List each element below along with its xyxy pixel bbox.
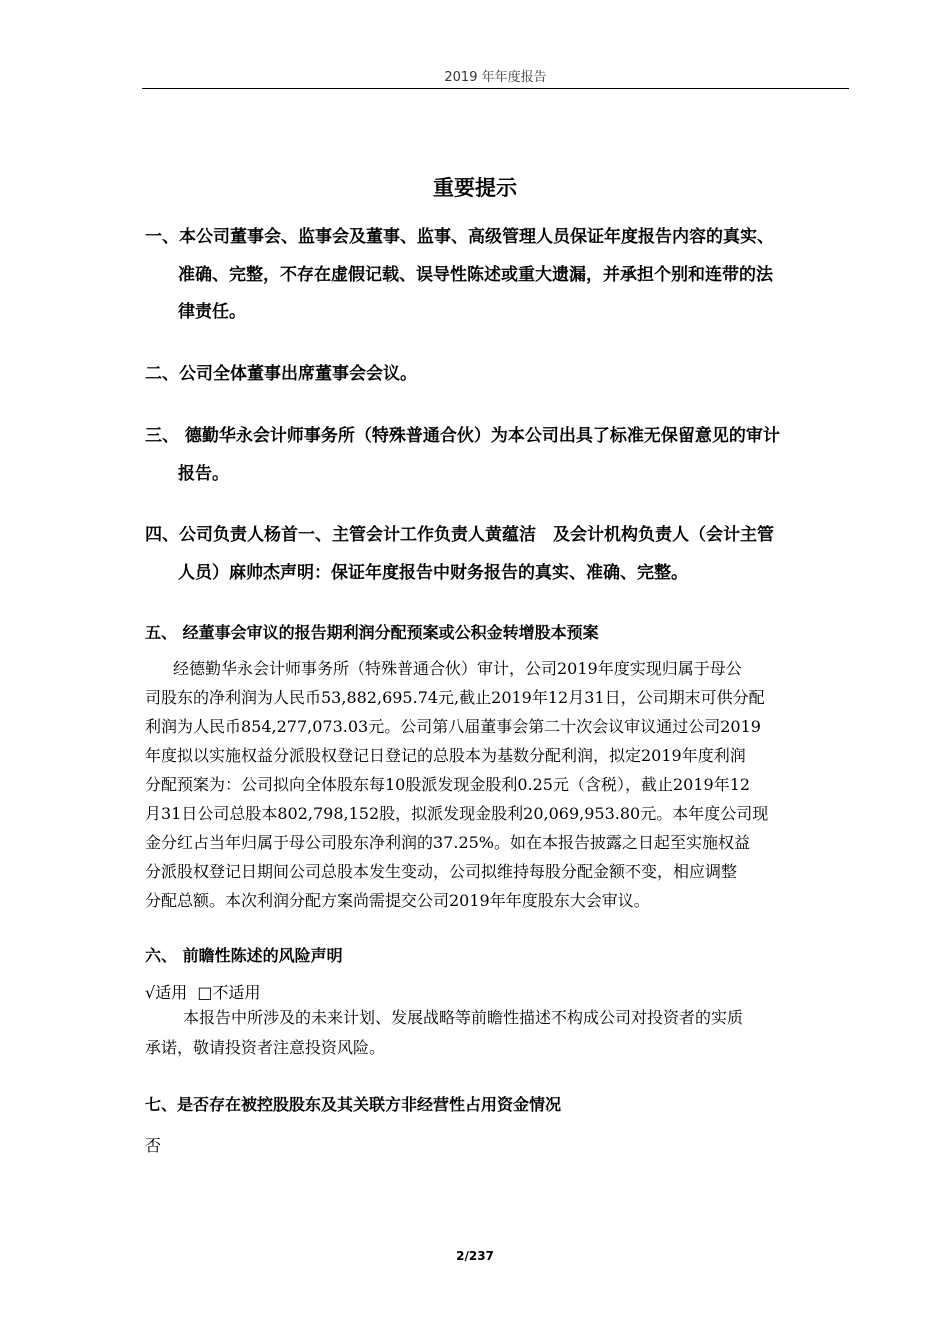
applicable-checkbox: √适用 (145, 983, 188, 1002)
section-6-line: 承诺，敬请投资者注意投资风险。 (145, 1038, 386, 1057)
section-1-line: 律责任。 (178, 302, 246, 322)
section-1-line: 一、本公司董事会、监事会及董事、监事、高级管理人员保证年度报告内容的真实、 (145, 227, 774, 247)
section-1-line: 准确、完整，不存在虚假记载、误导性陈述或重大遗漏，并承担个别和连带的法 (178, 265, 773, 285)
page-header: 2019 年年度报告 (444, 70, 547, 85)
section-5-line: 分配总额。本次利润分配方案尚需提交公司2019年年度股东大会审议。 (145, 891, 650, 910)
section-5-line: 经德勤华永会计师事务所（特殊普通合伙）审计，公司2019年度实现归属于母公 (173, 659, 742, 678)
section-7-answer: 否 (145, 1136, 162, 1155)
section-5-line: 月31日公司总股本802,798,152股，拟派发现金股利20,069,953.80元。本年度公司现 (145, 804, 769, 823)
section-4-line: 四、公司负责人杨首一、主管会计工作负责人黄蕴洁 及会计机构负责人（会计主管 (145, 525, 774, 545)
section-6-heading: 六、 前瞻性陈述的风险声明 (145, 946, 343, 965)
section-4-line: 人员）麻帅杰声明：保证年度报告中财务报告的真实、准确、完整。 (178, 563, 688, 583)
applicability-row (145, 980, 261, 1003)
header-rule (142, 88, 849, 89)
section-7-heading: 七、是否存在被控股股东及其关联方非经营性占用资金情况 (145, 1095, 562, 1114)
section-3-line: 三、 德勤华永会计师事务所（特殊普通合伙）为本公司出具了标准无保留意见的审计 (145, 426, 780, 446)
section-5-heading: 五、 经董事会审议的报告期利润分配预案或公积金转增股本预案 (145, 623, 599, 642)
not-applicable-checkbox: □不适用 (197, 983, 261, 1002)
section-5-line: 利润为人民币854,277,073.03元。公司第八届董事会第二十次会议审议通过公司2019 (145, 717, 761, 736)
page-title: 重要提示 (433, 176, 517, 200)
section-5-line: 分配预案为：公司拟向全体股东每10股派发现金股利0.25元（含税），截止2019年12 (145, 775, 751, 794)
section-6-line: 本报告中所涉及的未来计划、发展战略等前瞻性描述不构成公司对投资者的实质 (183, 1008, 744, 1027)
section-5-line: 司股东的净利润为人民币53,882,695.74元,截止2019年12月31日，公司期末可供分配 (145, 688, 765, 707)
section-5-line: 金分红占当年归属于母公司股东净利润的37.25%。如在本报告披露之日起至实施权益 (145, 833, 751, 852)
page-number: 2/237 (456, 1249, 494, 1263)
section-3-line: 报告。 (178, 464, 229, 484)
section-2-line: 二、公司全体董事出席董事会会议。 (145, 364, 417, 384)
section-5-line: 年度拟以实施权益分派股权登记日登记的总股本为基数分配利润，拟定2019年度利润 (145, 746, 746, 765)
section-5-line: 分派股权登记日期间公司总股本发生变动，公司拟维持每股分配金额不变，相应调整 (145, 862, 738, 881)
